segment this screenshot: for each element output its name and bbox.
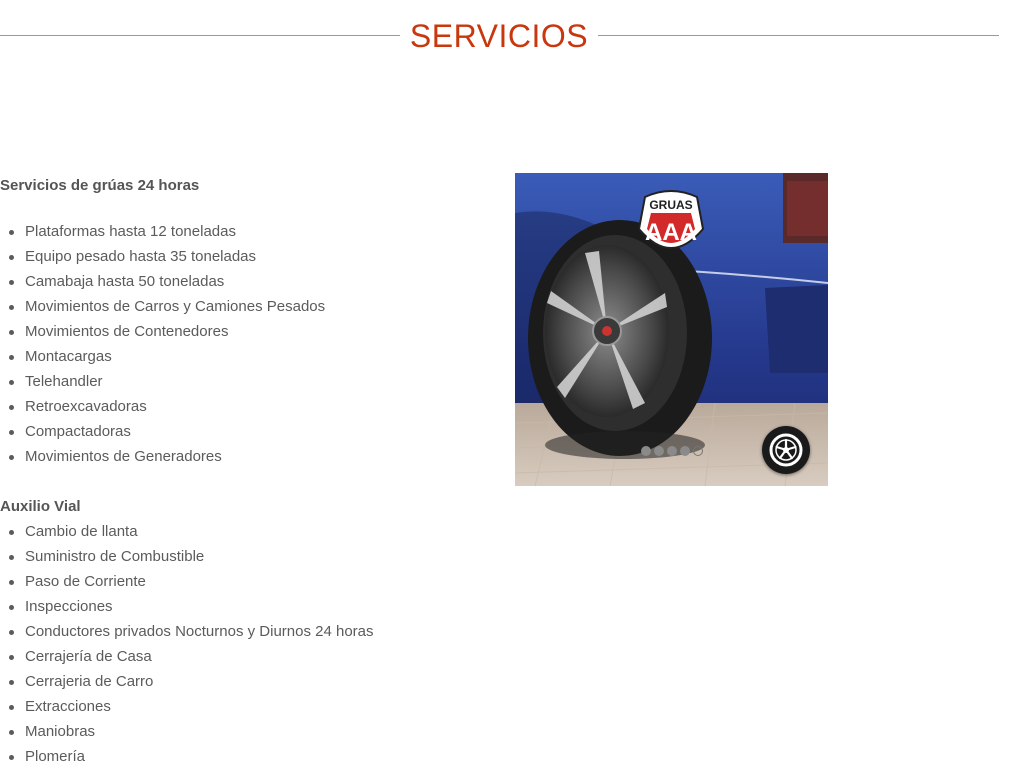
list-item: Camabaja hasta 50 toneladas	[0, 269, 325, 294]
svg-text:GRUAS: GRUAS	[649, 198, 693, 212]
road-assistance-list	[0, 519, 374, 769]
wheel-icon	[762, 426, 810, 474]
list-item: Cerrajería de Casa	[0, 644, 374, 669]
list-item: Retroexcavadoras	[0, 394, 325, 419]
image-slider[interactable]	[515, 173, 828, 486]
slider-dot-5[interactable]	[693, 446, 703, 456]
slider-pagination	[641, 446, 703, 456]
list-item: Cerrajeria de Carro	[0, 669, 374, 694]
list-item: Inspecciones	[0, 594, 374, 619]
slider-dot-3[interactable]	[667, 446, 677, 456]
slider-dot-1[interactable]	[641, 446, 651, 456]
header-rule-right	[598, 35, 999, 36]
section-header	[0, 14, 1000, 58]
list-item: Paso de Corriente	[0, 569, 374, 594]
list-item: Movimientos de Generadores	[0, 444, 325, 469]
list-item: Movimientos de Carros y Camiones Pesados	[0, 294, 325, 319]
wheel-button[interactable]	[762, 426, 810, 474]
list-item: Movimientos de Contenedores	[0, 319, 325, 344]
list-item: Montacargas	[0, 344, 325, 369]
list-item: Plomería	[0, 744, 374, 769]
list-item: Extracciones	[0, 694, 374, 719]
slider-dot-2[interactable]	[654, 446, 664, 456]
list-item: Plataformas hasta 12 toneladas	[0, 219, 325, 244]
list-item: Compactadoras	[0, 419, 325, 444]
list-item: Suministro de Combustible	[0, 544, 374, 569]
page-title: SERVICIOS	[409, 18, 589, 54]
list-item: Conductores privados Nocturnos y Diurnos 24 horas	[0, 619, 374, 644]
list-item: Telehandler	[0, 369, 325, 394]
tow-services-heading: Servicios de grúas 24 horas	[0, 177, 200, 194]
svg-text:AAA: AAA	[645, 219, 697, 246]
road-assistance-heading: Auxilio Vial	[0, 498, 81, 515]
list-item: Cambio de llanta	[0, 519, 374, 544]
list-item: Maniobras	[0, 719, 374, 744]
list-item: Equipo pesado hasta 35 toneladas	[0, 244, 325, 269]
tow-services-list	[0, 219, 325, 469]
gruas-aaa-logo	[639, 191, 703, 248]
header-rule-left	[0, 35, 400, 36]
slider-dot-4[interactable]	[680, 446, 690, 456]
